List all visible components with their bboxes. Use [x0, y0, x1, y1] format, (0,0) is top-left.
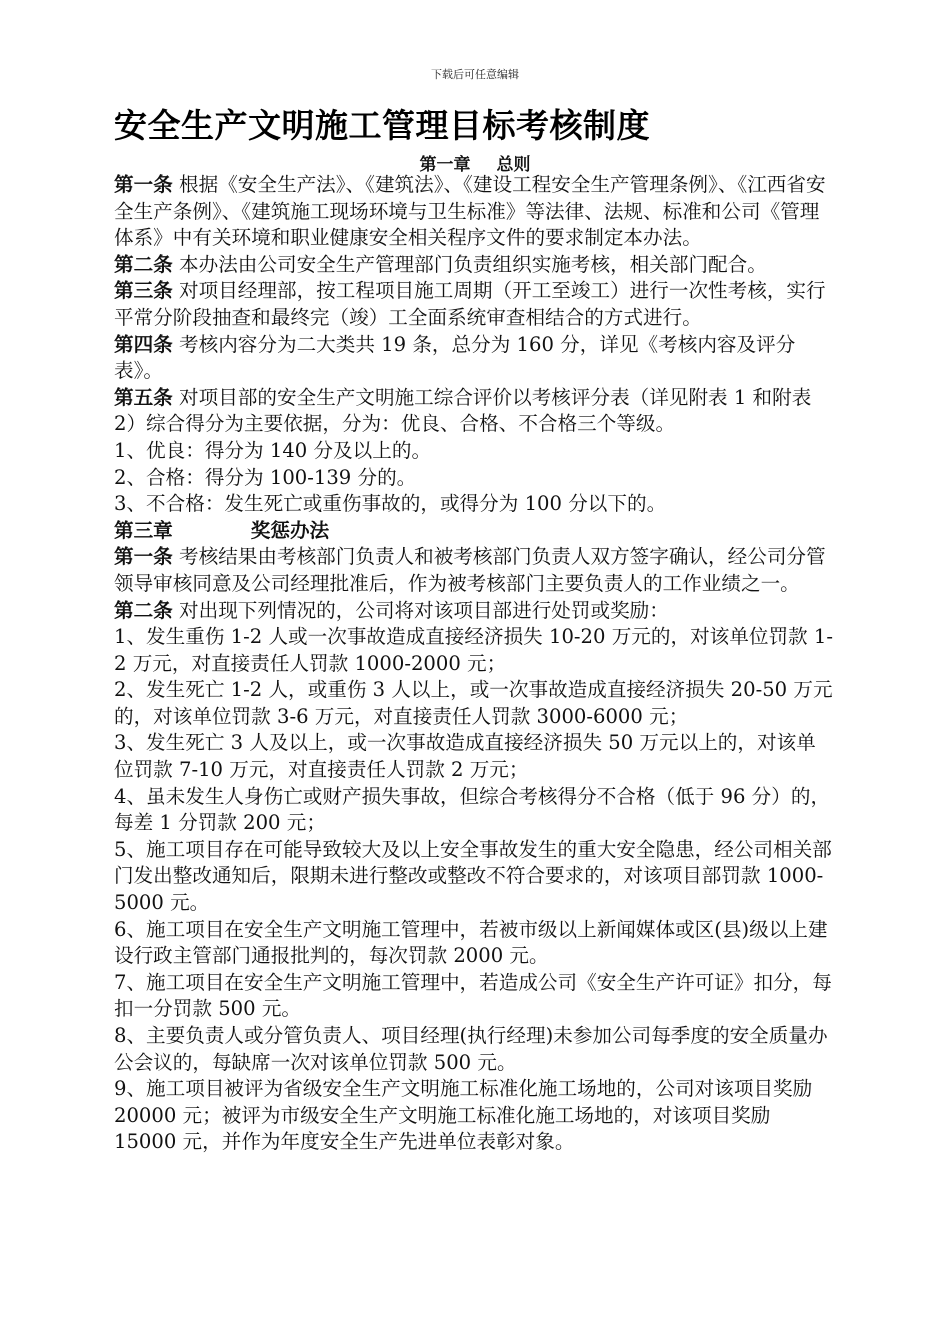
chapter-3-heading	[114, 518, 834, 545]
penalty-item: 9、施工项目被评为省级安全生产文明施工标准化施工场地的，公司对该项目奖励 20000 元；被评为市级安全生产文明施工标准化施工场地的，对该项目奖励 15000 元，并作为年度安全生产先进单位表彰对象。	[114, 1077, 813, 1154]
article-2	[114, 252, 834, 279]
article-label: 第五条	[114, 385, 173, 409]
article-text: 考核内容分为二大类共 19 条，总分为 160 分，详见《考核内容及评分表》。	[114, 332, 796, 383]
document-title: 安全生产文明施工管理目标考核制度	[114, 106, 650, 145]
article-label: 第二条	[114, 252, 173, 276]
penalty-item: 4、虽未发生人身伤亡或财产损失事故，但综合考核得分不合格（低于 96 分）的，每差 1 分罚款 200 元；	[114, 784, 831, 835]
article-text: 本办法由公司安全生产管理部门负责组织实施考核，相关部门配合。	[172, 252, 767, 276]
article-text: 对项目部的安全生产文明施工综合评价以考核评分表（详见附表 1 和附表 2）综合得分为主要依据，分为：优良、合格、不合格三个等级。	[114, 385, 812, 436]
article-5	[114, 385, 834, 438]
penalty-item: 3、发生死亡 3 人及以上，或一次事故造成直接经济损失 50 万元以上的，对该单位罚款 7-10 万元，对直接责任人罚款 2 万元；	[114, 731, 816, 782]
chapter-1-name: 总则	[496, 155, 531, 175]
article-label: 第一条	[114, 173, 173, 196]
grade-item: 1、优良：得分为 140 分及以上的。	[114, 438, 432, 462]
chapter-3-number: 第三章	[114, 518, 173, 542]
penalty-item: 7、施工项目在安全生产文明施工管理中，若造成公司《安全生产许可证》扣分，每扣一分罚款 500 元。	[114, 970, 832, 1021]
article-text: 根据《安全生产法》、《建筑法》、《建设工程安全生产管理条例》、《江西省安全生产条例》、《建筑施工现场环境与卫生标准》等法律、法规、标准和公司《管理体系》中有关环境和职业健康安全相关程序文件的要求制定本办法。	[114, 173, 826, 250]
grade-item: 3、不合格：发生死亡或重伤事故的，或得分为 100 分以下的。	[114, 492, 667, 516]
article-label: 第二条	[114, 598, 173, 622]
penalty-item: 6、施工项目在安全生产文明施工管理中，若被市级以上新闻媒体或区(县)级以上建设行政主管部门通报批判的，每次罚款 2000 元。	[114, 917, 828, 968]
penalty-item: 1、发生重伤 1-2 人或一次事故造成直接经济损失 10-20 万元的，对该单位罚款 1-2 万元，对直接责任人罚款 1000-2000 元；	[114, 625, 833, 675]
chapter-3-name: 奖惩办法	[250, 518, 330, 542]
article-4	[114, 332, 834, 385]
article-1	[114, 172, 834, 252]
article-label: 第三条	[114, 279, 173, 303]
article-text: 对项目经理部，按工程项目施工周期（开工至竣工）进行一次性考核，实行平常分阶段抽查和最终完（竣）工全面系统审查相结合的方式进行。	[114, 279, 826, 329]
article-text: 考核结果由考核部门负责人和被考核部门负责人双方签字确认，经公司分管领导审核同意及公司经理批准后，作为被考核部门主要负责人的工作业绩之一。	[114, 545, 826, 595]
document-body	[114, 172, 834, 1156]
grade-item: 2、合格：得分为 100-139 分的。	[114, 465, 417, 489]
penalty-item: 2、发生死亡 1-2 人，或重伤 3 人以上，或一次事故造成直接经济损失 20-50 万元的，对该单位罚款 3-6 万元，对直接责任人罚款 3000-6000 元；	[114, 678, 833, 728]
ch3-article-1	[114, 544, 834, 597]
article-label: 第一条	[114, 545, 173, 569]
article-3	[114, 278, 834, 331]
article-text: 对出现下列情况的，公司将对该项目部进行处罚或奖励：	[172, 598, 669, 622]
article-label: 第四条	[114, 332, 173, 356]
chapter-1-number: 第一章	[419, 155, 471, 175]
penalty-item: 8、主要负责人或分管负责人、项目经理(执行经理)未参加公司每季度的安全质量办公会议的，每缺席一次对该单位罚款 500 元。	[114, 1024, 828, 1074]
penalty-item: 5、施工项目存在可能导致较大及以上安全事故发生的重大安全隐患，经公司相关部门发出整改通知后，限期未进行整改或整改不符合要求的，对该项目部罚款 1000-5000 元。	[114, 837, 832, 915]
ch3-article-2	[114, 598, 834, 625]
header-note: 下载后可任意编辑	[431, 68, 519, 81]
